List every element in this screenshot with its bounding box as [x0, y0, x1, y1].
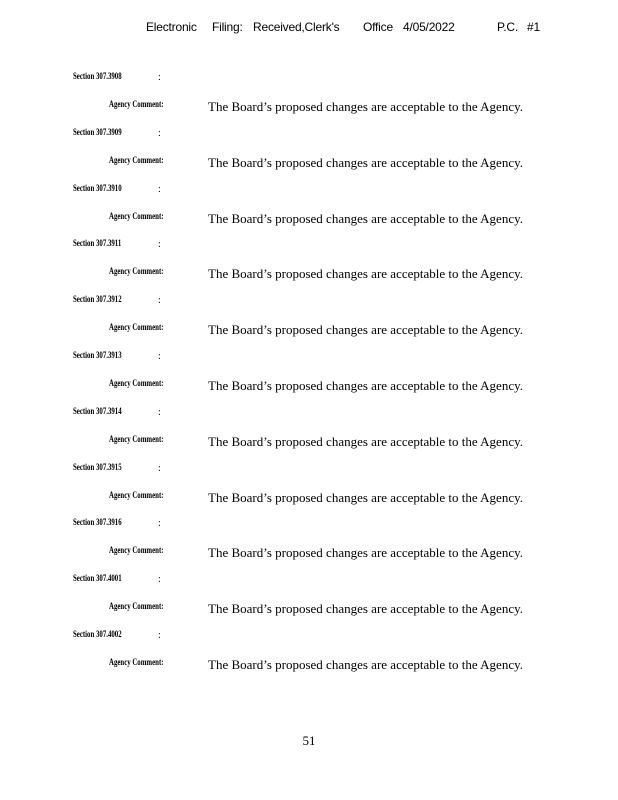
section-colon: :	[158, 518, 161, 530]
agency-comment-text: The Board’s proposed changes are acceptable to the Agency.	[208, 322, 524, 338]
comment-entry	[0, 239, 618, 295]
page-number: 51	[302, 733, 316, 748]
agency-comment-label: Agency Comment:	[109, 378, 164, 389]
section-colon: :	[158, 350, 161, 362]
section-label: Section 307.3911	[73, 239, 122, 250]
filing-header	[0, 20, 618, 36]
agency-comment-text: The Board’s proposed changes are acceptable to the Agency.	[208, 601, 524, 617]
comment-entry	[0, 351, 618, 407]
agency-comment-text: The Board’s proposed changes are acceptable to the Agency.	[208, 433, 524, 449]
comment-list	[0, 72, 618, 686]
comment-entry	[0, 463, 618, 519]
section-label: Section 307.3910	[73, 183, 122, 194]
agency-comment-label: Agency Comment:	[109, 657, 164, 668]
agency-comment-text: The Board’s proposed changes are acceptable to the Agency.	[208, 545, 524, 561]
comment-entry	[0, 630, 618, 686]
section-label: Section 307.4001	[73, 574, 122, 585]
agency-comment-text: The Board’s proposed changes are acceptable to the Agency.	[208, 656, 524, 672]
header-pc: P.C.	[497, 20, 518, 34]
header-filing: Filing:	[212, 20, 243, 34]
header-received: Received,Clerk's	[253, 20, 340, 34]
section-label: Section 307.3916	[73, 518, 122, 529]
section-colon: :	[158, 629, 161, 641]
section-label: Section 307.3914	[73, 406, 122, 417]
section-colon: :	[158, 72, 161, 83]
section-colon: :	[158, 127, 161, 139]
header-office: Office	[363, 20, 393, 34]
agency-comment-label: Agency Comment:	[109, 267, 164, 278]
comment-entry	[0, 407, 618, 463]
agency-comment-text: The Board’s proposed changes are acceptable to the Agency.	[208, 266, 524, 282]
agency-comment-text: The Board’s proposed changes are acceptable to the Agency.	[208, 99, 524, 114]
comment-entry	[0, 518, 618, 574]
section-colon: :	[158, 406, 161, 418]
section-label: Section 307.4002	[73, 629, 122, 640]
section-label: Section 307.3913	[73, 350, 122, 361]
comment-entry	[0, 184, 618, 240]
agency-comment-label: Agency Comment:	[109, 490, 164, 501]
comment-entry	[0, 128, 618, 184]
agency-comment-label: Agency Comment:	[109, 155, 164, 166]
agency-comment-label: Agency Comment:	[109, 434, 164, 445]
comment-entry	[0, 295, 618, 351]
section-label: Section 307.3908	[73, 72, 122, 82]
agency-comment-text: The Board’s proposed changes are acceptable to the Agency.	[208, 210, 524, 226]
comment-entry	[0, 72, 618, 128]
section-label: Section 307.3915	[73, 462, 122, 473]
agency-comment-text: The Board’s proposed changes are acceptable to the Agency.	[208, 377, 524, 393]
agency-comment-label: Agency Comment:	[109, 602, 164, 613]
section-colon: :	[158, 239, 161, 251]
header-date: 4/05/2022	[403, 20, 455, 34]
header-electronic: Electronic	[146, 20, 197, 34]
agency-comment-text: The Board’s proposed changes are acceptable to the Agency.	[208, 154, 524, 170]
section-label: Section 307.3909	[73, 127, 122, 138]
agency-comment-label: Agency Comment:	[109, 211, 164, 222]
agency-comment-label: Agency Comment:	[109, 323, 164, 334]
section-label: Section 307.3912	[73, 295, 122, 306]
section-colon: :	[158, 183, 161, 195]
agency-comment-text: The Board’s proposed changes are acceptable to the Agency.	[208, 489, 524, 505]
agency-comment-label: Agency Comment:	[109, 100, 164, 110]
comment-entry	[0, 574, 618, 630]
agency-comment-label: Agency Comment:	[109, 546, 164, 557]
section-colon: :	[158, 462, 161, 474]
section-colon: :	[158, 295, 161, 307]
section-colon: :	[158, 574, 161, 586]
header-number: #1	[527, 20, 540, 34]
